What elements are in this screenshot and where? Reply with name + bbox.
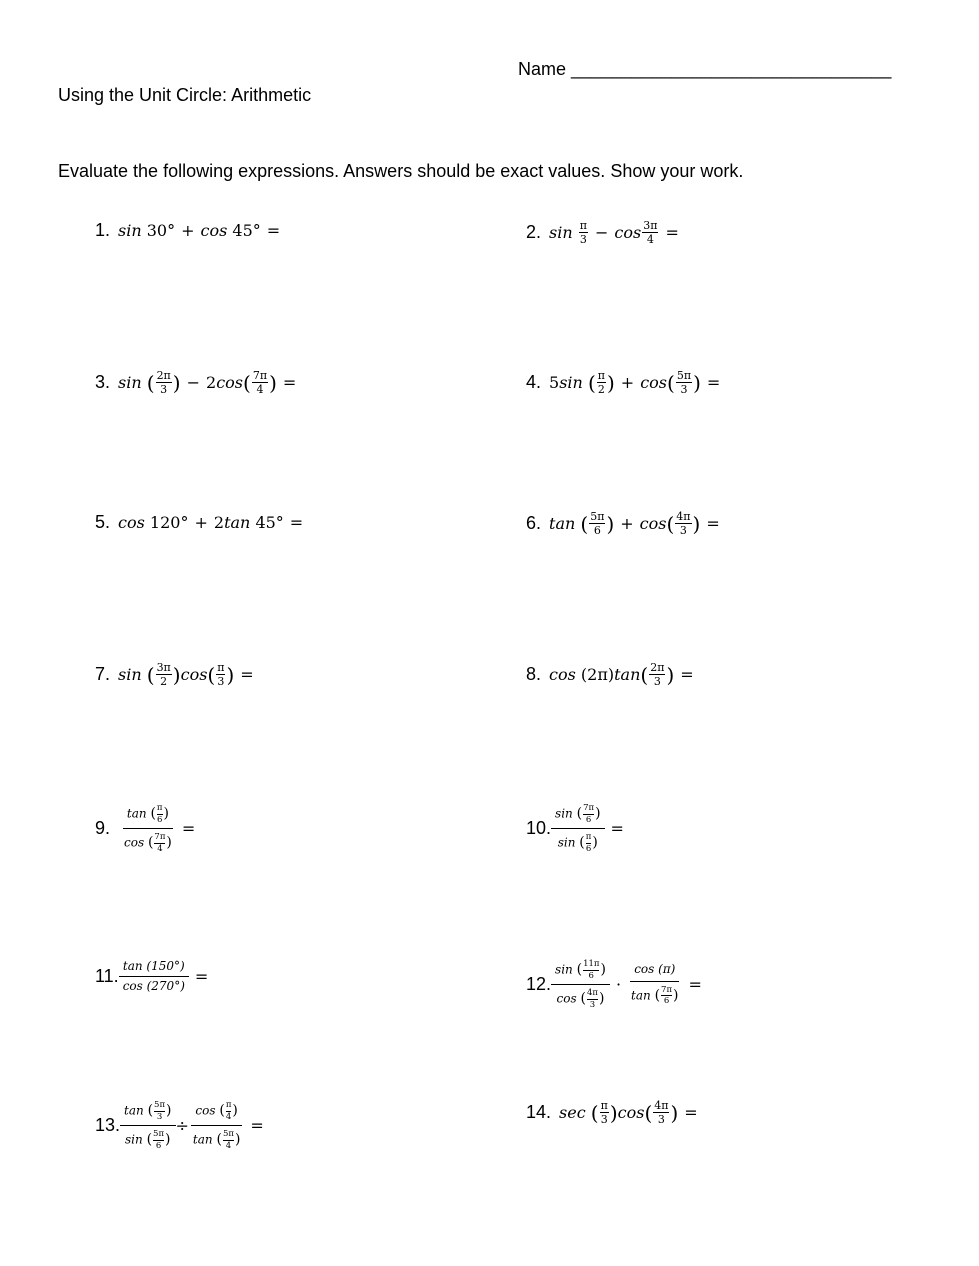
fraction: 4π 3	[676, 510, 691, 537]
fn-cos: cos	[640, 373, 668, 392]
fraction: π 3	[600, 1099, 608, 1126]
fn-sin: sin	[118, 665, 142, 684]
arg: 30°	[146, 221, 176, 240]
name-field[interactable]	[518, 59, 891, 80]
problem-number: 7.	[95, 664, 111, 684]
fn-cos: cos	[118, 513, 145, 532]
problem-9	[95, 804, 201, 853]
equals: =	[240, 665, 254, 684]
fraction: 4π 3	[654, 1099, 669, 1126]
problem-number: 11.	[95, 966, 119, 987]
name-label: Name	[518, 59, 567, 79]
fraction: 5π 3	[676, 369, 692, 396]
problem-6: 6. tan ( 5π 6 ) + cos ( 4π 3 ) =	[526, 510, 720, 537]
multiply-dot: ·	[615, 975, 622, 994]
problem-number: 12.	[526, 974, 552, 994]
problem-number: 3.	[95, 372, 111, 392]
problem-1	[95, 220, 286, 241]
equals: =	[684, 1103, 698, 1122]
problem-number: 4.	[526, 372, 542, 392]
problem-number: 8.	[526, 664, 542, 684]
equals: =	[706, 373, 721, 392]
fn-cos: cos	[180, 665, 208, 684]
name-line[interactable]: ________________________________	[571, 59, 892, 79]
coefficient: 5	[549, 373, 560, 392]
fn-sin: sin	[549, 223, 573, 242]
fraction: 3π 2	[156, 661, 171, 688]
fn-tan: tan	[224, 513, 251, 532]
operator: −	[594, 223, 609, 242]
problem-4: 4. 5 sin ( π 2 ) + cos ( 5π 3 ) =	[526, 369, 721, 396]
fn-cos: cos	[614, 223, 642, 242]
fraction: π 3	[217, 661, 225, 688]
equals: =	[266, 221, 281, 240]
problem-number: 13.	[95, 1115, 121, 1135]
instructions: Evaluate the following expressions. Answers should be exact values. Show your work.	[58, 161, 744, 181]
fn-sec: sec	[559, 1103, 586, 1122]
arg: 45°	[255, 513, 284, 532]
arg: 120°	[149, 513, 189, 532]
equals: =	[665, 223, 679, 242]
problem-number: 6.	[526, 513, 542, 533]
equals: =	[181, 819, 196, 838]
fraction: π 2	[597, 369, 605, 396]
big-fraction: sin ( $\frac{7\pi}{6}$ ) sin ( $\frac{\pi}{6}$ )	[551, 804, 605, 853]
equals: =	[610, 819, 624, 838]
problem-8: 8. cos (2π) tan ( 2π 3 ) =	[526, 661, 694, 688]
big-fraction: $\frac{\tan (150^\circ)}{\cos (270^\circ)}$	[119, 960, 189, 993]
arg: (2π)	[580, 665, 615, 684]
fn-cos: cos	[639, 514, 667, 533]
operator: +	[194, 513, 208, 532]
fn-sin: sin	[118, 373, 142, 392]
fraction: 5π 6	[590, 510, 605, 537]
problem-5	[95, 512, 309, 533]
equals: =	[289, 513, 304, 532]
fraction: 2π 3	[156, 369, 171, 396]
operator: −	[186, 373, 201, 392]
fn-cos: cos	[549, 665, 576, 684]
operator: +	[620, 514, 634, 533]
page-title: Using the Unit Circle: Arithmetic	[58, 85, 312, 105]
equals: =	[282, 373, 297, 392]
coefficient: 2	[206, 373, 217, 392]
problem-2	[526, 220, 685, 245]
fn-sin: sin	[559, 373, 583, 392]
equals: =	[680, 665, 694, 684]
problem-number: 2.	[526, 222, 542, 242]
operator: +	[181, 221, 195, 240]
problem-number: 5.	[95, 512, 111, 532]
fn-cos: cos	[617, 1103, 645, 1122]
coefficient: 2	[213, 513, 225, 532]
problem-12	[526, 960, 708, 1009]
big-fraction: cos (π) tan ( $\frac{7\pi}{6}$ )	[631, 962, 679, 1007]
equals: =	[250, 1116, 264, 1135]
problem-14: 14. sec ( π 3 ) cos ( 4π 3 ) =	[526, 1099, 698, 1126]
divide-sign: ÷	[175, 1116, 189, 1135]
fraction: 2π 3	[650, 661, 665, 688]
operator: +	[620, 373, 635, 392]
equals: =	[194, 967, 209, 987]
big-fraction: sin ( $\frac{11\pi}{6}$ ) cos ( $\frac{4\pi}{3}$ )	[551, 960, 610, 1009]
problem-number: 9.	[95, 818, 111, 838]
problem-number: 1.	[95, 220, 111, 240]
big-fraction: cos ( $\frac{\pi}{4}$ ) tan ( $\frac{5\pi}{4}$ )	[192, 1100, 241, 1151]
fn-cos: cos	[200, 221, 228, 240]
big-fraction: tan ( $\frac{\pi}{6}$ ) cos ( $\frac{7\pi}{4}$ )	[124, 803, 172, 854]
problem-7: 7. sin ( 3π 2 ) cos ( π 3 ) =	[95, 661, 254, 688]
fraction: $\frac{3\pi}{4}$	[643, 219, 658, 246]
arg: 45°	[232, 221, 261, 240]
big-fraction: tan ( $\frac{5\pi}{3}$ ) sin ( $\frac{5\pi}{6}$ )	[120, 1101, 175, 1150]
problem-13	[95, 1101, 270, 1150]
problem-3: 3. sin ( 2π 3 ) − 2 cos ( 7π 4 ) =	[95, 369, 297, 396]
equals: =	[706, 514, 720, 533]
fraction: 7π 4	[252, 369, 268, 396]
fn-sin: sin	[118, 221, 142, 240]
problem-number: 14.	[526, 1102, 552, 1122]
fn-tan: tan	[549, 514, 576, 533]
fn-tan: tan	[614, 665, 641, 684]
problem-11	[95, 960, 214, 993]
fn-cos: cos	[216, 373, 244, 392]
problem-10	[526, 804, 630, 853]
equals: =	[688, 975, 702, 994]
fraction: π 3	[579, 219, 587, 246]
problem-number: 10.	[526, 818, 552, 838]
